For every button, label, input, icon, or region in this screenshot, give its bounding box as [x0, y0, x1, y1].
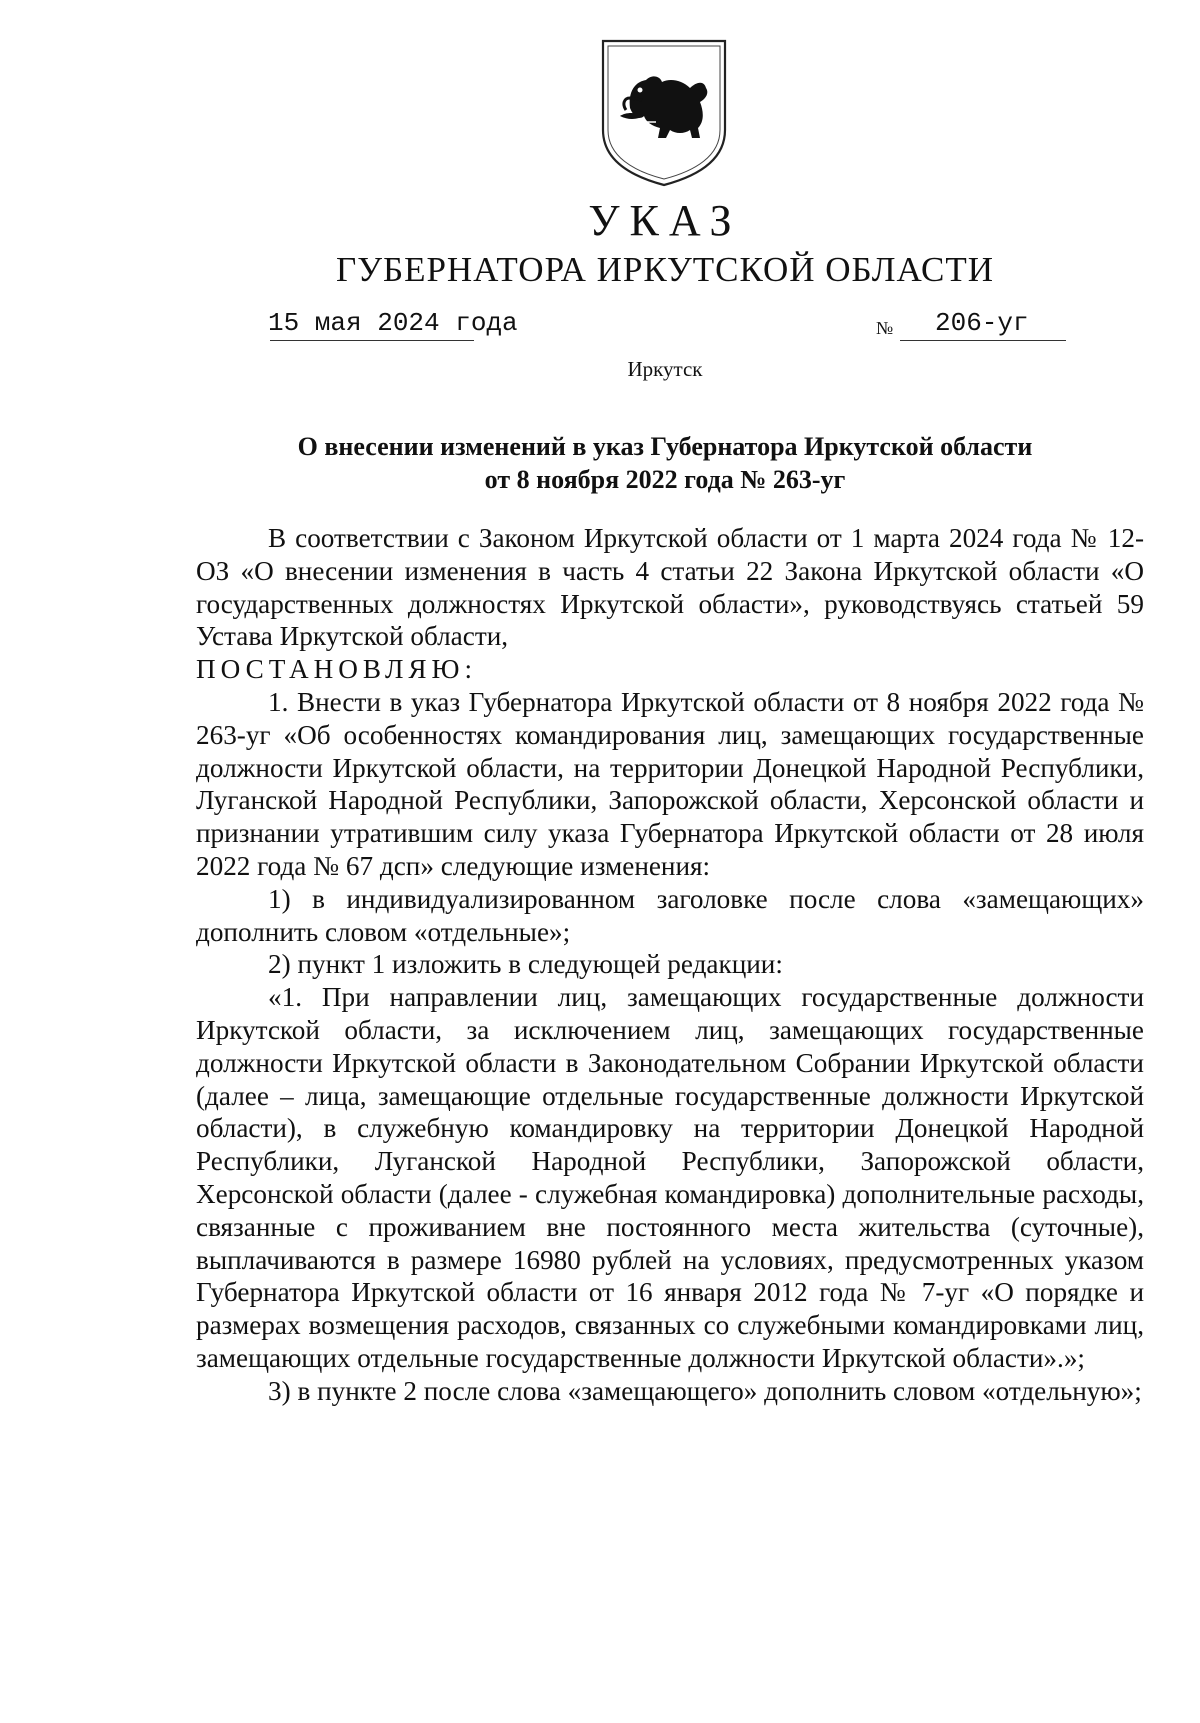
subitem-3-paragraph: 3) в пункте 2 после слова «замещающего» дополнить словом «отдельную»; — [268, 1375, 1142, 1406]
heading-line-1: О внесении изменений в указ Губернатора Иркутской области — [297, 432, 1033, 461]
number-underline — [900, 340, 1066, 341]
quoted-paragraph: «1. При направлении лиц, замещающих государственные должности Иркутской области, за исключением лиц, замещающих государственные должности Иркутской области в Законодательном Собрании Иркутской области (далее – лица, замещающие отдельные государственные должности Иркутской области), в служебную командировку на территории Донецкой Народной Республики, Луганской Народной Республики, Запорожской области, Херсонской области (далее - служебная командировка) дополнительные расходы, связанные с проживанием вне постоянного места жительства (суточные), выплачиваются в размере 16980 рублей на условиях, предусмотренных указом Губернатора Иркутской области от 16 января 2012 года № 7-уг «О порядке и размерах возмещения расходов, связанных со служебными командировками лиц, замещающих отдельные государственные должности Иркутской области».»; — [196, 982, 1144, 1373]
document-city: Иркутск — [627, 357, 703, 381]
date-underline — [270, 340, 474, 341]
heading-line-2: от 8 ноября 2022 года № 263-уг — [484, 465, 846, 494]
document-subtitle: ГУБЕРНАТОРА ИРКУТСКОЙ ОБЛАСТИ — [335, 250, 995, 289]
irkutsk-coat-of-arms-icon — [600, 38, 728, 188]
document-heading — [230, 430, 1100, 496]
document-date: 15 мая 2024 года — [268, 308, 518, 338]
item-1-paragraph: 1. Внести в указ Губернатора Иркутской области от 8 ноября 2022 года № 263-уг «Об особенностях командирования лиц, замещающих государственные должности Иркутской области, на территории Донецкой Народной Республики, Луганской Народной Республики, Запорожской области, Херсонской области и признании утратившим силу указа Губернатора Иркутской области от 28 июля 2022 года № 67 дсп» следующие изменения: — [196, 686, 1144, 881]
number-sign: № — [876, 318, 894, 338]
document-number: 206-уг — [935, 308, 1029, 338]
decree-word: ПОСТАНОВЛЯЮ: — [196, 654, 478, 685]
subitem-2-paragraph: 2) пункт 1 изложить в следующей редакции: — [268, 949, 783, 980]
document-body — [196, 522, 1144, 1408]
subitem-1-paragraph: 1) в индивидуализированном заголовке после слова «замещающих» дополнить словом «отдельные»; — [196, 883, 1144, 947]
document-title: УКАЗ — [588, 196, 742, 245]
preamble-paragraph: В соответствии с Законом Иркутской области от 1 марта 2024 года № 12-ОЗ «О внесении изменения в часть 4 статьи 22 Закона Иркутской области «О государственных должностях Иркутской области», руководствуясь статьей 59 Устава Иркутской области, — [196, 523, 1144, 652]
